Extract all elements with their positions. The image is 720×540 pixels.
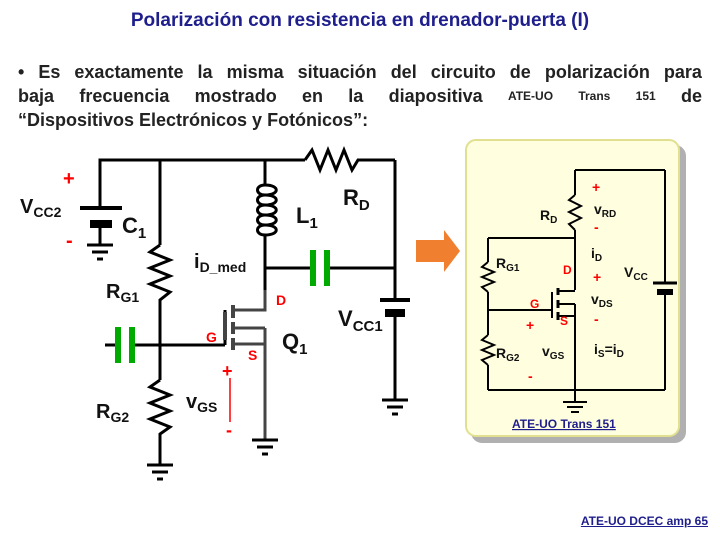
page-title: Polarización con resistencia en drenador-puerta (I) bbox=[130, 10, 590, 31]
rg2-resistor bbox=[150, 380, 170, 465]
id-med-label: $i_{D\_med}$ bbox=[194, 251, 247, 275]
vcc1-label: $V_{CC1}$ bbox=[338, 306, 383, 335]
inset-rg1-label: $R_{G1}$ bbox=[496, 255, 520, 274]
inset-vgs-minus: - bbox=[528, 368, 533, 384]
coupling-capacitor-output bbox=[313, 250, 327, 286]
bullet-word: para bbox=[663, 62, 702, 82]
bullet-word: situación bbox=[297, 62, 377, 82]
bullet-word: diapositiva bbox=[388, 86, 483, 106]
rg1-resistor bbox=[150, 245, 170, 345]
inset-caption: ATE-UO Trans 151 bbox=[512, 417, 616, 431]
inset-vds-minus: - bbox=[594, 311, 599, 327]
bullet-ref: Trans bbox=[578, 89, 611, 103]
vcc2-plus: + bbox=[63, 168, 75, 190]
inset-vds-label: $v_{DS}$ bbox=[591, 291, 613, 310]
bullet-word: misma bbox=[226, 62, 284, 82]
bullet-word: baja bbox=[18, 86, 55, 106]
vcc2-minus: - bbox=[66, 230, 73, 252]
inset-panel bbox=[466, 140, 679, 436]
vgs-minus: - bbox=[226, 420, 232, 440]
bullet-word: mostrado bbox=[194, 86, 277, 106]
ground-vcc1 bbox=[382, 400, 408, 414]
inset-rd-label: $R_D$ bbox=[540, 207, 558, 226]
ground-rg2 bbox=[147, 465, 173, 479]
vcc2-label: $V_{CC2}$ bbox=[20, 196, 62, 220]
c1-label: $C_1$ bbox=[122, 213, 147, 242]
inset-vrd-minus: - bbox=[594, 219, 599, 235]
rg1-label: $R_{G1}$ bbox=[106, 281, 140, 305]
vgs-plus: + bbox=[222, 361, 233, 381]
bullet-word: del bbox=[390, 62, 417, 82]
bullet-word: de bbox=[509, 62, 531, 82]
rd-resistor bbox=[305, 150, 395, 170]
bullet-word: la bbox=[197, 62, 213, 82]
inset-vds-plus: + bbox=[593, 269, 602, 285]
inset-gate-label: G bbox=[530, 297, 540, 311]
source-label: S bbox=[248, 347, 258, 363]
ground-source bbox=[252, 440, 278, 454]
coupling-capacitor-gate bbox=[118, 327, 132, 363]
inset-id-label: $i_D$ bbox=[591, 245, 603, 264]
rg2-label: $R_{G2}$ bbox=[96, 401, 130, 425]
inset-vgs-label: $v_{GS}$ bbox=[542, 343, 565, 362]
bullet-word: de bbox=[680, 86, 702, 106]
inset-vgs-plus: + bbox=[526, 317, 535, 333]
inset-rg2-label: $R_{G2}$ bbox=[496, 345, 520, 364]
ground-vcc2 bbox=[87, 245, 113, 259]
bullet-word: frecuencia bbox=[79, 86, 170, 106]
vgs-label: $v_{GS}$ bbox=[186, 391, 218, 415]
l1-label: $L_1$ bbox=[296, 203, 318, 232]
bullet-word: la bbox=[348, 86, 364, 106]
arrow-icon bbox=[416, 230, 460, 272]
q1-label: $Q_1$ bbox=[282, 329, 308, 358]
bullet-ref: ATE-UO bbox=[507, 89, 554, 103]
footer-credit: ATE-UO DCEC amp 65 bbox=[580, 514, 708, 528]
inset-source-label: S bbox=[560, 314, 569, 328]
rd-label: $R_D$ bbox=[343, 185, 370, 214]
inset-vrd-label: $v_{RD}$ bbox=[594, 201, 617, 220]
bullet-word: exactamente bbox=[74, 62, 184, 82]
inset-is-eq-id-label: $i_S=i_D$ bbox=[594, 341, 624, 360]
bullet-word: polarización bbox=[544, 62, 650, 82]
inset-vcc-label: $V_{CC}$ bbox=[624, 264, 648, 283]
top-wire bbox=[100, 160, 305, 208]
bullet-word: en bbox=[301, 86, 323, 106]
l1-inductor bbox=[258, 175, 277, 245]
bullet-marker: • bbox=[18, 62, 25, 82]
bullet-line-3: “Dispositivos Electrónicos y Fotónicos”: bbox=[18, 110, 369, 130]
bullet-word: Es bbox=[38, 62, 61, 82]
inset-drain-label: D bbox=[563, 263, 572, 277]
bullet-ref: 151 bbox=[635, 89, 656, 103]
drain-label: D bbox=[276, 292, 287, 308]
inset-vrd-plus: + bbox=[592, 179, 601, 195]
bullet-word: circuito bbox=[430, 62, 496, 82]
gate-label: G bbox=[206, 329, 217, 345]
